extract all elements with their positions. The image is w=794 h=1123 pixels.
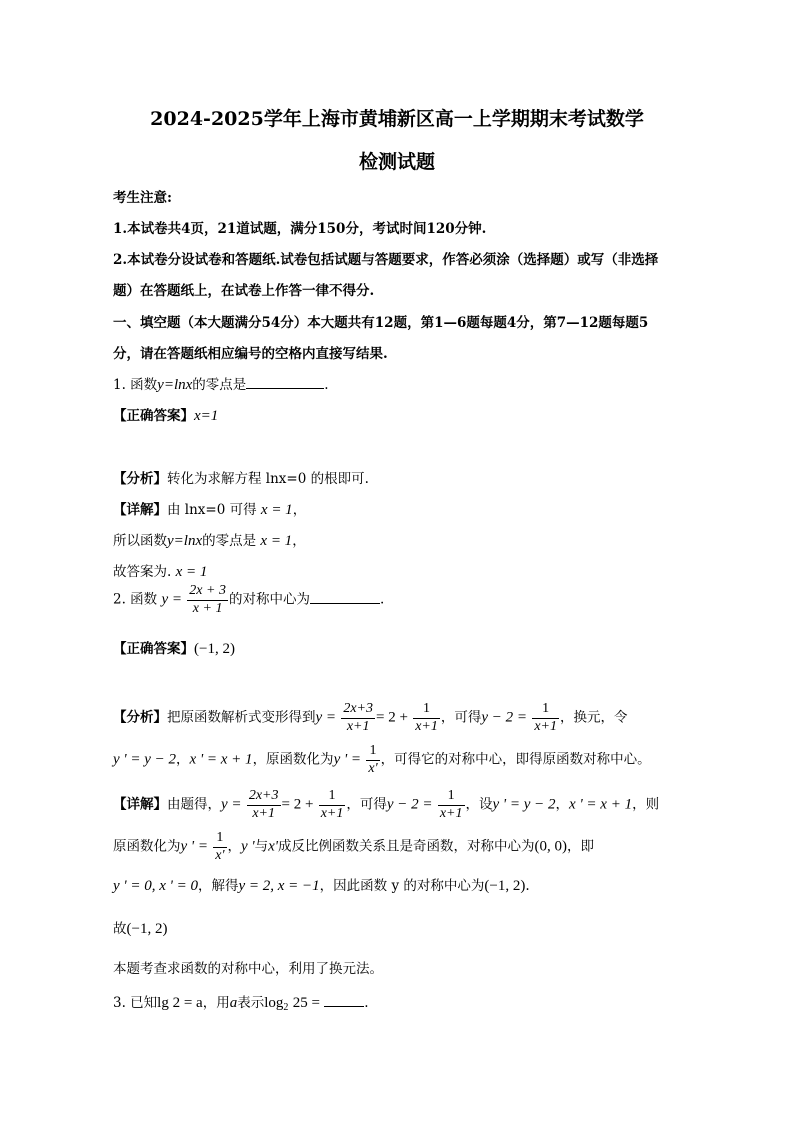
q3-stem: 3. 已知lg 2 = a，用a表示$\log_2 25$ = .: [113, 995, 369, 1013]
q1-answer-blank: [246, 376, 324, 389]
notes-heading: 考生注意:: [113, 190, 172, 206]
q2-analysis-line2: y ' = y − 2，x ' = x + 1，原函数化为y ' = $\frac{1}{x'}$ ，可得它的对称中心，即得原函数对称中心。: [113, 743, 651, 776]
q1-conclusion: 故答案为. x = 1: [113, 564, 208, 580]
q2-analysis-frac4: $\frac{1}{x'}$: [368, 743, 378, 776]
q1-detail-2: 所以函数y=lnx的零点是 x = 1，: [113, 533, 306, 549]
section1-heading-b: 分，请在答题纸相应编号的空格内直接写结果.: [113, 346, 388, 362]
q2-detail-frac3: $\frac{1}{x+1}$: [439, 788, 463, 821]
q1-answer: 【正确答案】x=1: [113, 408, 219, 424]
document-title-line2: 检测试题: [358, 151, 435, 173]
q2-analysis-line1: 【分析】把原函数解析式变形得到y = $\frac{2x+3}{x+1}$ = 2 + $\frac{1}{x+1}$ ，可得y − 2 = $\frac{1}{x+1}$ ，换元，令: [113, 701, 628, 734]
q2-answer: 【正确答案】(−1, 2): [113, 641, 235, 657]
q2-stem-fraction: $\frac{2x + 3}{x + 1}$: [189, 583, 226, 616]
q1-stem: 1. 函数y=lnx的零点是 .: [113, 377, 329, 393]
q2-analysis-frac1: $\frac{2x+3}{x+1}$: [343, 701, 373, 734]
q2-detail-frac1: $\frac{2x+3}{x+1}$: [248, 788, 279, 821]
notes-item-2b: 题）在答题纸上，在试卷上作答一律不得分.: [113, 283, 375, 299]
document-title-line1: 2024-2025学年上海市黄埔新区高一上学期期末考试数学: [150, 108, 644, 130]
q2-detail-line1: 【详解】由题得，y = $\frac{2x+3}{x+1}$ = 2 + $\frac{1}{x+1}$ ，可得y − 2 = $\frac{1}{x+1}$ ，设y ' = y − 2，x ' = x + 1，则: [113, 788, 660, 821]
q2-analysis-frac2: $\frac{1}{x+1}$: [415, 701, 438, 734]
q2-stem: 2. 函数 y = $\frac{2x + 3}{x + 1}$ 的对称中心为 .: [113, 583, 385, 616]
q2-detail-line3: y ' = 0, x ' = 0，解得y = 2, x = −1，因此函数 y 的对称中心为(−1, 2).: [113, 878, 530, 894]
q2-conclusion: 故(−1, 2): [113, 921, 168, 937]
section1-heading-a: 一、填空题（本大题满分54分）本大题共有12题，第1—6题每题4分，第7—12题每题5: [113, 315, 649, 331]
q2-answer-blank: [310, 591, 380, 604]
notes-item-1: 1.本试卷共4页，21道试题，满分150分，考试时间120分钟.: [113, 221, 487, 237]
q2-detail-frac4: $\frac{1}{x'}$: [215, 830, 225, 863]
notes-item-2a: 2.本试卷分设试卷和答题纸.试卷包括试题与答题要求，作答必须涂（选择题）或写（非选择: [113, 252, 659, 268]
q3-answer-blank: [324, 994, 364, 1007]
q2-remark: 本题考查求函数的对称中心，利用了换元法。: [113, 961, 383, 977]
q2-detail-frac2: $\frac{1}{x+1}$: [320, 788, 344, 821]
q2-analysis-frac3: $\frac{1}{x+1}$: [534, 701, 558, 734]
q2-detail-line2: 原函数化为y ' = $\frac{1}{x'}$ ，y '与x'成反比例函数关系且是奇函数，对称中心为(0, 0)，即: [113, 830, 595, 863]
q1-detail: 【详解】由 lnx=0 可得 x = 1，: [113, 502, 307, 518]
q1-analysis: 【分析】转化为求解方程 lnx=0 的根即可.: [113, 471, 369, 487]
